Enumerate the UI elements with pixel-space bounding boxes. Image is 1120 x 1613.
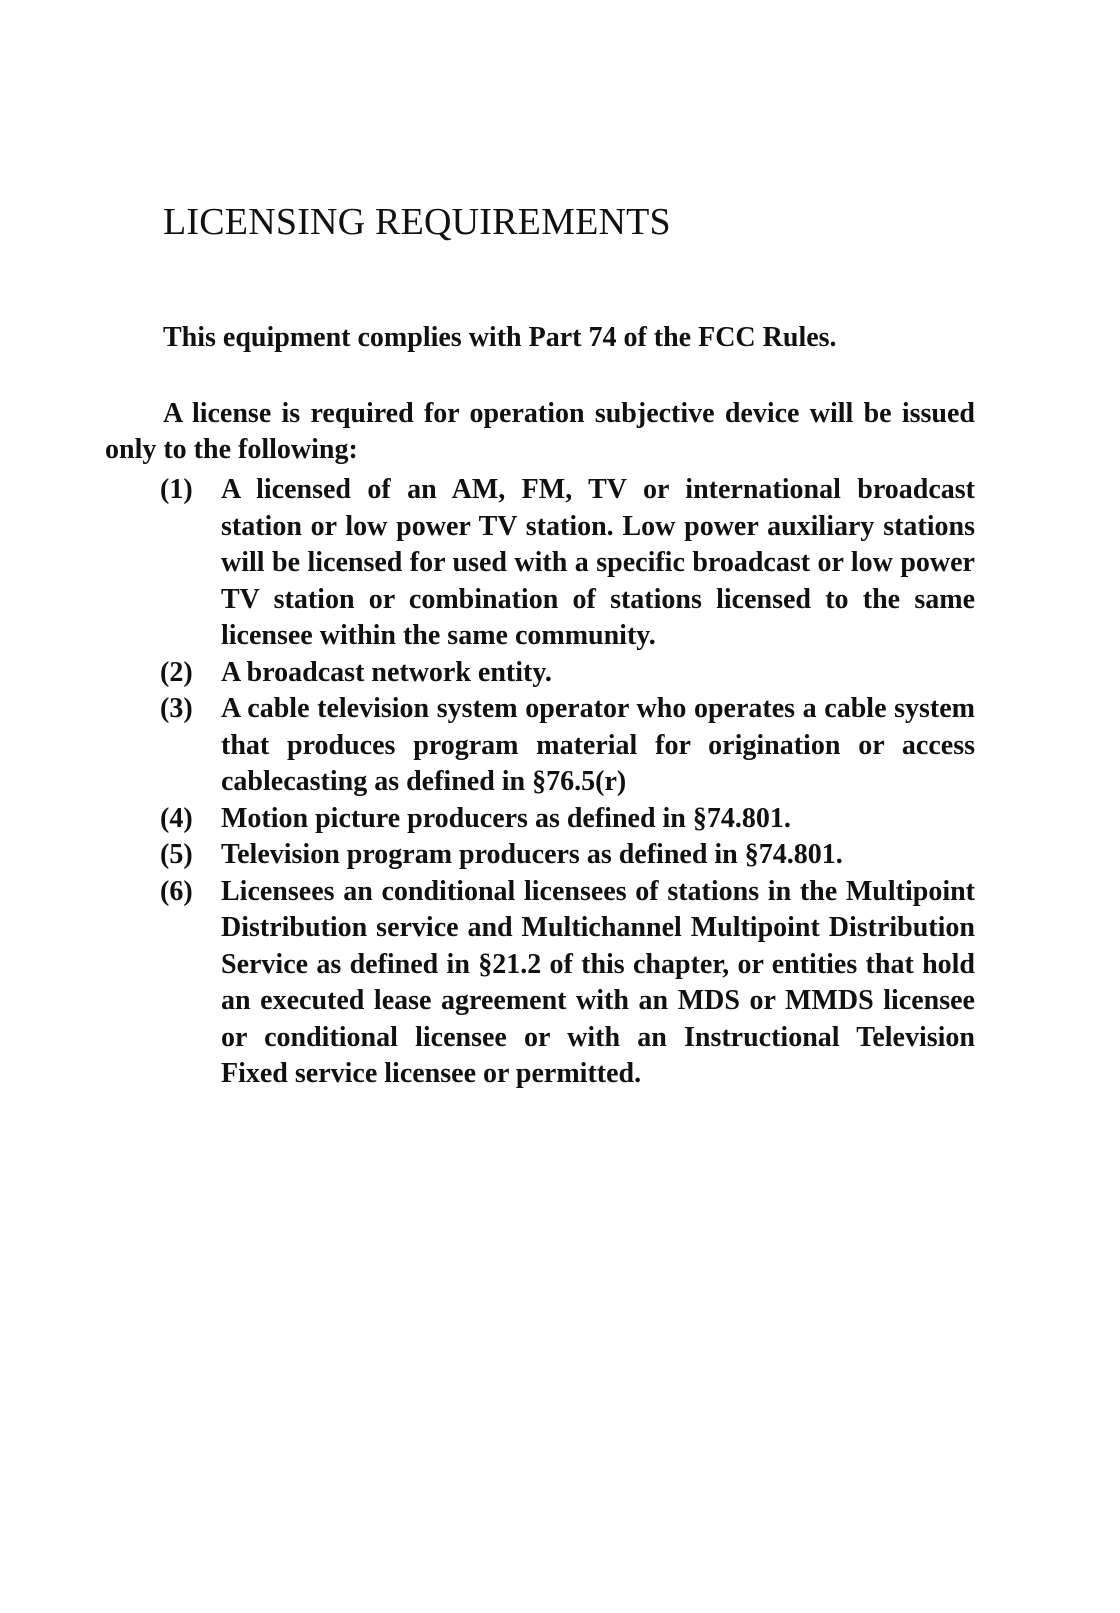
requirement-number: (1) — [160, 474, 193, 505]
requirement-item-2 — [160, 655, 975, 692]
compliance-statement: This equipment complies with Part 74 of the FCC Rules. — [163, 322, 837, 353]
requirement-text: Licensees an conditional licensees of stations in the Multipoint Distribution service and Multichannel Multipoint Distribution Service as defined in §21.2 of this chapter, or entities that hold an executed lease agreement with an MDS or MMDS licensee or conditional licensee or with an Instructional Television Fixed service licensee or permitted. — [221, 875, 975, 1089]
intro-paragraph: A license is required for operation subjective device will be issued only to the following: — [105, 398, 975, 465]
requirement-text: Motion picture producers as defined in §74.801. — [221, 802, 791, 834]
requirement-text: A broadcast network entity. — [221, 656, 552, 688]
requirement-item-1 — [160, 472, 975, 655]
requirement-item-3 — [160, 691, 975, 801]
page-title: LICENSING REQUIREMENTS — [163, 201, 671, 243]
requirement-number: (5) — [160, 839, 193, 870]
requirement-text: A licensed of an AM, FM, TV or international broadcast station or low power TV station. Low power auxiliary stations will be licensed for used with a specific broadcast or low power TV station or combination of stations licensed to the same licensee within the same community. — [221, 474, 975, 651]
requirement-item-6 — [160, 874, 975, 1093]
requirement-item-4 — [160, 801, 975, 838]
requirement-number: (3) — [160, 693, 193, 724]
requirement-number: (6) — [160, 875, 193, 907]
requirement-text: Television program producers as defined in §74.801. — [221, 839, 843, 870]
requirement-number: (4) — [160, 802, 193, 834]
requirement-number: (2) — [160, 656, 193, 688]
requirements-list — [160, 472, 975, 1093]
requirement-item-5 — [160, 837, 975, 874]
requirement-text: A cable television system operator who operates a cable system that produces program material for origination or access cablecasting as defined in §76.5(r) — [221, 693, 975, 797]
